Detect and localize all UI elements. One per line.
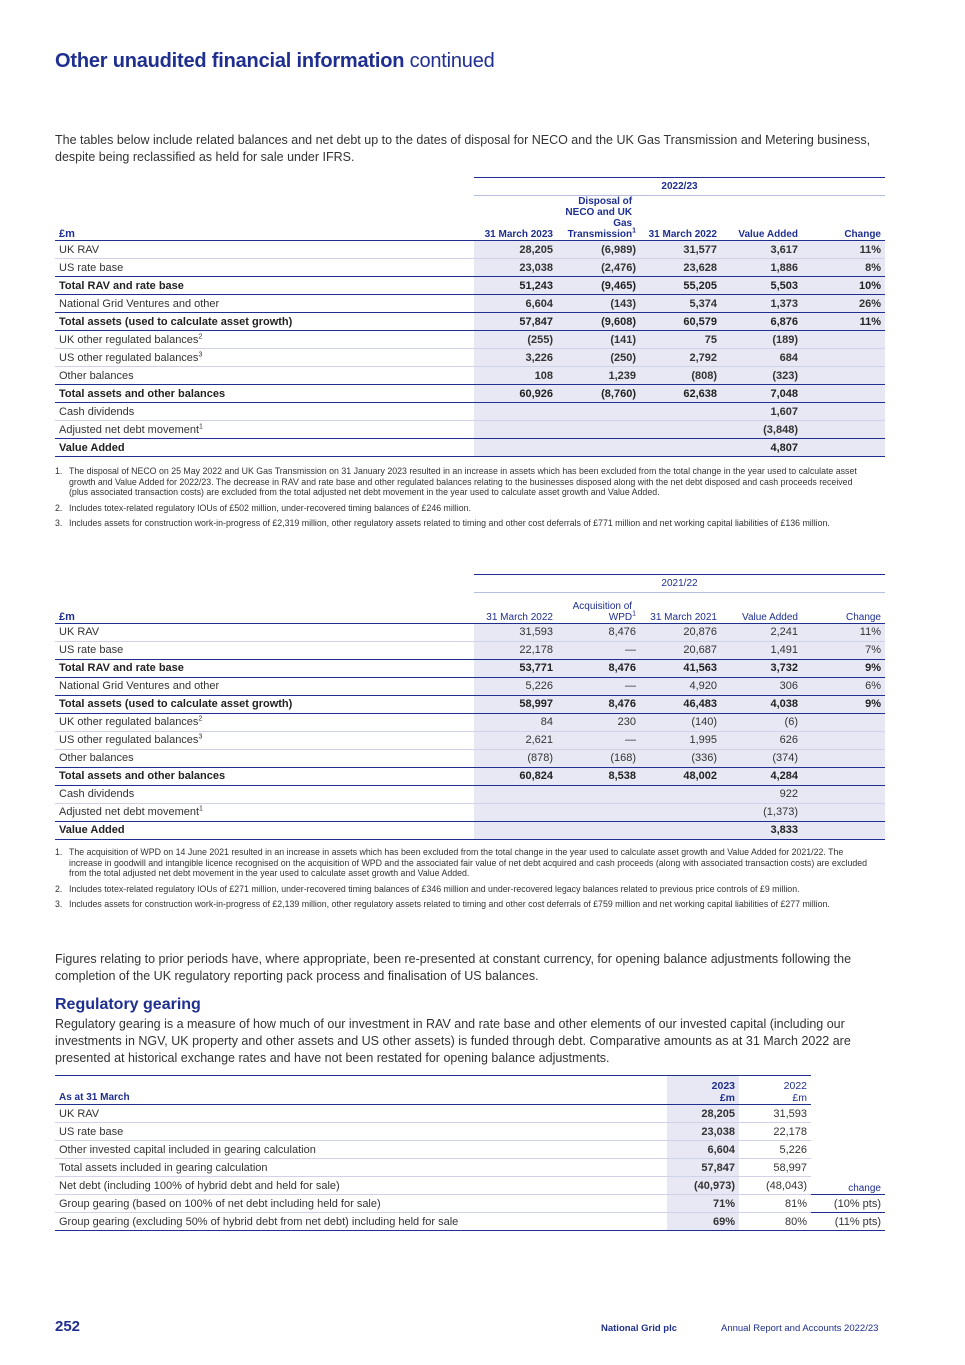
change-value [811, 1123, 885, 1141]
col-header [557, 593, 640, 624]
cell-value: 11% [802, 313, 885, 331]
cell-value: — [557, 641, 640, 659]
footnote-ref: 2 [198, 332, 203, 340]
table-row [55, 785, 885, 803]
row-label [55, 349, 474, 367]
value-2022: 58,997 [739, 1159, 811, 1177]
footnote [55, 884, 870, 895]
cell-value: (808) [640, 367, 721, 385]
cell-value [802, 331, 885, 349]
cell-value: (3,848) [721, 421, 802, 439]
cell-value: 5,374 [640, 295, 721, 313]
cell-value [557, 821, 640, 839]
cell-value: 75 [640, 331, 721, 349]
change-value: (10% pts) [811, 1195, 885, 1213]
cell-value: 626 [721, 731, 802, 749]
table-row [55, 641, 885, 659]
change-header: change [811, 1177, 885, 1195]
value-2022: 31,593 [739, 1105, 811, 1123]
cell-value: (168) [557, 749, 640, 767]
footnote-ref: 3 [198, 733, 203, 741]
cell-value: 9% [802, 659, 885, 677]
col-2023-header [667, 1076, 739, 1105]
row-label [55, 421, 474, 439]
value-2023: 71% [667, 1195, 739, 1213]
table-row [55, 331, 885, 349]
cell-value: 5,226 [474, 677, 557, 695]
col-header: 31 March 2022 [474, 593, 557, 624]
cell-value [802, 385, 885, 403]
row-label: Group gearing (excluding 50% of hybrid debt from net debt) including held for sale [55, 1213, 667, 1231]
table-row [55, 821, 885, 839]
unit-header: £m [55, 196, 474, 241]
cell-value: (140) [640, 713, 721, 731]
cell-value: 8,476 [557, 659, 640, 677]
cell-value: 108 [474, 367, 557, 385]
cell-value: 20,876 [640, 623, 721, 641]
cell-value: 5,503 [721, 277, 802, 295]
cell-value: 3,732 [721, 659, 802, 677]
cell-value: 4,038 [721, 695, 802, 713]
value-2023: 23,038 [667, 1123, 739, 1141]
col-header: 31 March 2023 [474, 196, 557, 241]
cell-value: 8,476 [557, 623, 640, 641]
row-label-text: Adjusted net debt movement [59, 423, 200, 436]
cell-value: 2,621 [474, 731, 557, 749]
row-label-text: National Grid Ventures and other [59, 680, 220, 692]
cell-value: 6% [802, 677, 885, 695]
footnote-text: The acquisition of WPD on 14 June 2021 resulted in an increase in assets which has been excluded from the total change in the year used to calculate asset growth and Value Added for 2021/22. The increase in goodwill and intangible licence recognised on the acquisition of WPD and the associated fair value of net debt acquired and cash proceeds (along with associated transaction costs) are excluded from the total adjusted net debt movement in the year used to calculate asset growth and Value Added. [69, 847, 868, 878]
cell-value [474, 821, 557, 839]
row-label: Group gearing (based on 100% of net debt including held for sale) [55, 1195, 667, 1213]
footnote-text: Includes totex-related regulatory IOUs of £271 million, under-recovered timing balances of £346 million and under-recovered legacy balances related to previous price controls of £9 million. [69, 883, 800, 894]
cell-value: 11% [802, 241, 885, 259]
row-label [55, 385, 474, 403]
col-header: Change [802, 196, 885, 241]
cell-value [802, 821, 885, 839]
table-row [55, 367, 885, 385]
cell-value [640, 403, 721, 421]
gearing-heading: Regulatory gearing [55, 996, 201, 1013]
value-2022: 22,178 [739, 1123, 811, 1141]
cell-value: (250) [557, 349, 640, 367]
table-row [55, 1123, 885, 1141]
row-label [55, 623, 474, 641]
row-label-text: UK RAV [59, 243, 100, 256]
row-label [55, 259, 474, 277]
table-row [55, 349, 885, 367]
col-header-text: Disposal of NECO and UK Gas Transmission [565, 196, 633, 240]
cell-value: 306 [721, 677, 802, 695]
cell-value [802, 349, 885, 367]
cell-value: 57,847 [474, 313, 557, 331]
col-header [557, 196, 640, 241]
cell-value: (9,465) [557, 277, 640, 295]
table-row [55, 713, 885, 731]
table-row [55, 767, 885, 785]
row-label-text: Total RAV and rate base [59, 662, 184, 674]
cell-value: 11% [802, 623, 885, 641]
table-row [55, 659, 885, 677]
cell-value: 1,886 [721, 259, 802, 277]
restated-paragraph: Figures relating to prior periods have, where appropriate, been re-presented at constant currency, for opening balance adjustments following the completion of the UK regulatory reporting pack process and finalisation of US balances. [55, 952, 852, 983]
cell-value: 6,604 [474, 295, 557, 313]
row-label-text: Adjusted net debt movement [59, 806, 200, 818]
cell-value: 230 [557, 713, 640, 731]
cell-value [640, 785, 721, 803]
cell-value: 7% [802, 641, 885, 659]
row-label-text: US other regulated balances [59, 734, 199, 746]
row-label-text: Total assets (used to calculate asset growth) [59, 315, 293, 328]
cell-value [802, 713, 885, 731]
row-label [55, 767, 474, 785]
value-2023: 57,847 [667, 1159, 739, 1177]
cell-value [802, 403, 885, 421]
cell-value: 48,002 [640, 767, 721, 785]
row-label [55, 659, 474, 677]
cell-value [802, 803, 885, 821]
table2-footnotes [55, 847, 870, 915]
title-main: Other unaudited financial information [55, 50, 405, 72]
period-header: 2022/23 [474, 178, 885, 196]
cell-value [802, 421, 885, 439]
cell-value [557, 785, 640, 803]
table-row [55, 731, 885, 749]
footnote [55, 466, 870, 498]
table-row [55, 403, 885, 421]
row-label [55, 803, 474, 821]
table-row [55, 385, 885, 403]
cell-value: 22,178 [474, 641, 557, 659]
cell-value: (1,373) [721, 803, 802, 821]
row-label-text: Total assets and other balances [59, 770, 226, 782]
row-label [55, 403, 474, 421]
period-header: 2021/22 [474, 575, 885, 593]
cell-value: 3,617 [721, 241, 802, 259]
cell-value: 4,807 [721, 439, 802, 457]
cell-value [474, 421, 557, 439]
cell-value: 922 [721, 785, 802, 803]
cell-value [802, 785, 885, 803]
cell-value [802, 767, 885, 785]
cell-value: — [557, 677, 640, 695]
cell-value: — [557, 731, 640, 749]
table-row [55, 1177, 885, 1195]
cell-value: 3,226 [474, 349, 557, 367]
row-label-text: Other balances [59, 369, 134, 382]
row-label-text: Value Added [59, 441, 125, 454]
cell-value: 46,483 [640, 695, 721, 713]
cell-value: 8% [802, 259, 885, 277]
cell-value: (6) [721, 713, 802, 731]
col-header: 31 March 2022 [640, 196, 721, 241]
row-label [55, 295, 474, 313]
value-2022: 5,226 [739, 1141, 811, 1159]
unit-2022: £m [792, 1092, 807, 1104]
cell-value: 2,241 [721, 623, 802, 641]
cell-value: 20,687 [640, 641, 721, 659]
cell-value [474, 785, 557, 803]
footnote-text: Includes assets for construction work-in-progress of £2,139 million, other regulatory assets related to timing and other cost deferrals of £759 million and net working capital liabilities of £277 million. [69, 899, 830, 909]
row-label [55, 439, 474, 457]
value-2022: 81% [739, 1195, 811, 1213]
cell-value: 31,577 [640, 241, 721, 259]
footnote-number: 1. [55, 466, 63, 476]
footnote-text: Includes assets for construction work-in-progress of £2,319 million, other regulatory assets related to timing and other cost deferrals of £771 million and net working capital liabilities of £136 million. [69, 518, 830, 528]
footnote-ref: 1 [632, 227, 636, 235]
col-header-text: Acquisition of WPD [572, 600, 633, 623]
cell-value [802, 367, 885, 385]
cell-value: 2,792 [640, 349, 721, 367]
row-label-text: UK other regulated balances [59, 333, 199, 346]
as-at-header: As at 31 March [55, 1076, 667, 1105]
row-label-text: Total assets (used to calculate asset growth) [59, 698, 293, 710]
row-label [55, 641, 474, 659]
value-added-table-2022-23 [55, 177, 885, 457]
cell-value: 1,607 [721, 403, 802, 421]
row-label: Other invested capital included in gearing calculation [55, 1141, 667, 1159]
value-2023: 69% [667, 1213, 739, 1231]
cell-value: 51,243 [474, 277, 557, 295]
cell-value: 1,491 [721, 641, 802, 659]
footnote [55, 847, 870, 879]
cell-value [802, 731, 885, 749]
cell-value [557, 439, 640, 457]
year-2023: 2023 [711, 1080, 735, 1092]
change-value [811, 1159, 885, 1177]
cell-value: 3,833 [721, 821, 802, 839]
cell-value: (143) [557, 295, 640, 313]
table-row [55, 277, 885, 295]
row-label-text: Total assets and other balances [59, 387, 226, 400]
row-label-text: Total RAV and rate base [59, 279, 184, 292]
row-label-text: US rate base [59, 644, 124, 656]
table-row [55, 695, 885, 713]
table-row [55, 421, 885, 439]
cell-value: 4,920 [640, 677, 721, 695]
cell-value [474, 803, 557, 821]
footnote-text: Includes totex-related regulatory IOUs of £502 million, under-recovered timing balances of £246 million. [69, 502, 471, 513]
row-label [55, 331, 474, 349]
cell-value [802, 439, 885, 457]
footer-company: National Grid plc [601, 1323, 678, 1334]
cell-value: (6,989) [557, 241, 640, 259]
value-2023: (40,973) [667, 1177, 739, 1195]
cell-value: 6,876 [721, 313, 802, 331]
cell-value: (374) [721, 749, 802, 767]
footer-report: Annual Report and Accounts 2022/23 [721, 1323, 879, 1334]
cell-value: 8,538 [557, 767, 640, 785]
unit-2023: £m [719, 1092, 735, 1104]
regulatory-gearing-table [55, 1075, 885, 1231]
cell-value [557, 803, 640, 821]
cell-value: 10% [802, 277, 885, 295]
cell-value: 23,628 [640, 259, 721, 277]
page-title [55, 50, 495, 73]
row-label-text: UK other regulated balances [59, 716, 199, 728]
row-label-text: US other regulated balances [59, 351, 199, 364]
footnote-ref: 1 [632, 610, 636, 618]
cell-value: 84 [474, 713, 557, 731]
col-header: 31 March 2021 [640, 593, 721, 624]
footnote [55, 503, 870, 514]
row-label-text: Other balances [59, 752, 134, 764]
footnote-number: 2. [55, 883, 63, 894]
footnote-ref: 1 [199, 805, 203, 813]
table-row [55, 295, 885, 313]
cell-value: 60,926 [474, 385, 557, 403]
cell-value: 9% [802, 695, 885, 713]
row-label [55, 277, 474, 295]
cell-value: (878) [474, 749, 557, 767]
row-label [55, 695, 474, 713]
unit-header: £m [55, 593, 474, 624]
col-header: Change [802, 593, 885, 624]
cell-value [474, 403, 557, 421]
cell-value: 60,579 [640, 313, 721, 331]
row-label-text: US rate base [59, 261, 124, 274]
footnote-ref: 1 [199, 422, 203, 430]
page-number: 252 [55, 1318, 81, 1335]
row-label [55, 749, 474, 767]
row-label: US rate base [55, 1123, 667, 1141]
row-label [55, 677, 474, 695]
row-label: UK RAV [55, 1105, 667, 1123]
cell-value [640, 421, 721, 439]
table-row [55, 803, 885, 821]
cell-value: (189) [721, 331, 802, 349]
footnote-number: 2. [55, 502, 63, 513]
cell-value: 26% [802, 295, 885, 313]
cell-value [640, 821, 721, 839]
table-row [55, 259, 885, 277]
cell-value: 55,205 [640, 277, 721, 295]
cell-value: 1,373 [721, 295, 802, 313]
cell-value: 4,284 [721, 767, 802, 785]
table-row [55, 1105, 885, 1123]
row-label-text: National Grid Ventures and other [59, 297, 220, 310]
cell-value [640, 439, 721, 457]
row-label: Total assets included in gearing calculation [55, 1159, 667, 1177]
footnote-number: 1. [55, 847, 63, 857]
value-2022: 80% [739, 1213, 811, 1231]
footnote-ref: 3 [198, 350, 203, 358]
table-row [55, 1195, 885, 1213]
row-label [55, 313, 474, 331]
value-2022: (48,043) [739, 1177, 811, 1195]
cell-value: 684 [721, 349, 802, 367]
cell-value [557, 403, 640, 421]
value-2023: 6,604 [667, 1141, 739, 1159]
footnote-text: The disposal of NECO on 25 May 2022 and UK Gas Transmission on 31 January 2023 resulted in an increase in assets which has been excluded from the total change in the year used to calculate asset growth and Value Added for 2022/23. The decrease in RAV and rate base and other regulated balances relating to the businesses disposed along with the net debt disposed and cash proceeds received (plus associated transaction costs) are excluded from the total adjusted net debt movement in the year used to calculate asset growth and Value Added. [69, 466, 857, 497]
cell-value: (255) [474, 331, 557, 349]
row-label [55, 731, 474, 749]
change-value [811, 1141, 885, 1159]
cell-value: 41,563 [640, 659, 721, 677]
footnote-number: 3. [55, 518, 63, 528]
cell-value: 23,038 [474, 259, 557, 277]
cell-value: (9,608) [557, 313, 640, 331]
cell-value: (2,476) [557, 259, 640, 277]
cell-value: 1,239 [557, 367, 640, 385]
cell-value: 28,205 [474, 241, 557, 259]
cell-value: 8,476 [557, 695, 640, 713]
cell-value [474, 439, 557, 457]
row-label-text: Cash dividends [59, 405, 135, 418]
footnote-number: 3. [55, 899, 63, 909]
intro-paragraph: The tables below include related balances and net debt up to the dates of disposal for NECO and the UK Gas Transmission and Metering business, despite being reclassified as held for sale under IFRS. [55, 133, 871, 164]
table-row [55, 677, 885, 695]
table-row [55, 1213, 885, 1231]
table-row [55, 623, 885, 641]
table-row [55, 439, 885, 457]
table-row [55, 313, 885, 331]
footnote [55, 899, 870, 910]
col-2022-header [739, 1076, 811, 1105]
row-label-text: Value Added [59, 824, 125, 836]
cell-value: 60,824 [474, 767, 557, 785]
col-header: Value Added [721, 196, 802, 241]
row-label [55, 785, 474, 803]
cell-value [640, 803, 721, 821]
table-row [55, 241, 885, 259]
year-2022: 2022 [783, 1080, 807, 1092]
cell-value: (141) [557, 331, 640, 349]
value-2023: 28,205 [667, 1105, 739, 1123]
row-label: Net debt (including 100% of hybrid debt and held for sale) [55, 1177, 667, 1195]
change-value [811, 1105, 885, 1123]
footnote [55, 518, 870, 529]
cell-value: 31,593 [474, 623, 557, 641]
table-row [55, 1141, 885, 1159]
value-added-table-2021-22 [55, 574, 885, 840]
row-label-text: UK RAV [59, 626, 100, 638]
cell-value: 58,997 [474, 695, 557, 713]
cell-value: 53,771 [474, 659, 557, 677]
footnote-ref: 2 [198, 715, 203, 723]
row-label [55, 367, 474, 385]
change-value: (11% pts) [811, 1213, 885, 1231]
cell-value: (8,760) [557, 385, 640, 403]
cell-value: 1,995 [640, 731, 721, 749]
gearing-description: Regulatory gearing is a measure of how much of our investment in RAV and rate base and other elements of our invested capital (including our investments in NGV, UK property and other assets and US other assets) is funded through debt. Comparative amounts as at 31 March 2022 are presented at historical exchange rates and have not been restated for opening balance adjustments. [55, 1017, 851, 1065]
table1-footnotes [55, 466, 870, 534]
table-row [55, 1159, 885, 1177]
title-continued: continued [409, 50, 495, 72]
col-header: Value Added [721, 593, 802, 624]
cell-value: (323) [721, 367, 802, 385]
cell-value [557, 421, 640, 439]
row-label-text: Cash dividends [59, 788, 135, 800]
cell-value [802, 749, 885, 767]
table-row [55, 749, 885, 767]
cell-value: 62,638 [640, 385, 721, 403]
row-label [55, 713, 474, 731]
cell-value: (336) [640, 749, 721, 767]
row-label [55, 821, 474, 839]
cell-value: 7,048 [721, 385, 802, 403]
row-label [55, 241, 474, 259]
